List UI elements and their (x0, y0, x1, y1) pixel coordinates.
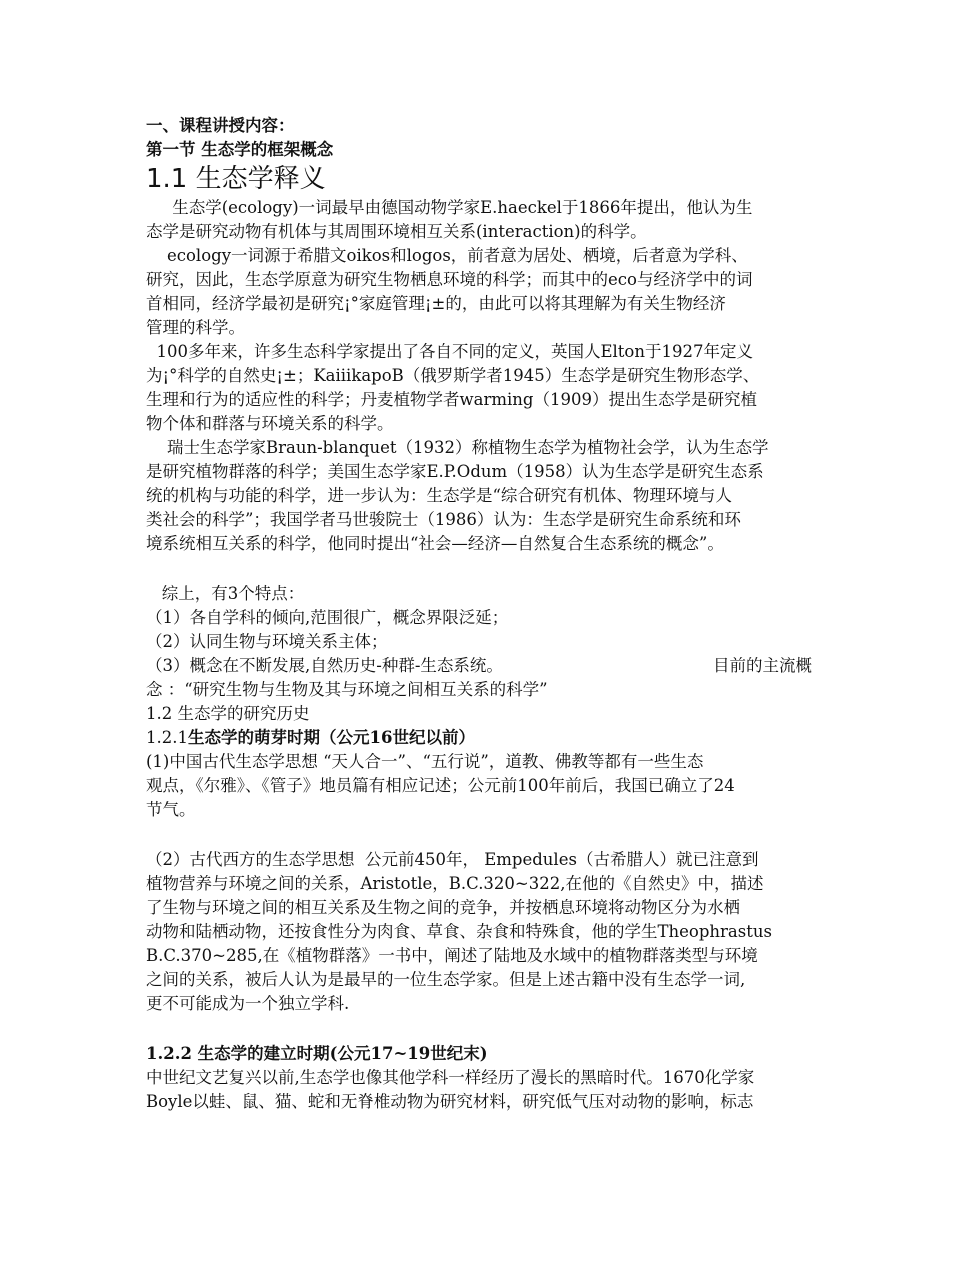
summary-intro: 综上，有3个特点： (146, 584, 305, 603)
paragraph-definitions-history (146, 340, 846, 436)
paragraph-western-ancient (146, 848, 846, 1016)
paragraph-line: 更不可能成为一个独立学科. (146, 994, 350, 1013)
paragraph-line: ecology一词源于希腊文oikos和logos，前者意为居处、栖境，后者意为学科、 (146, 246, 748, 265)
section-title-1-2: 1.2 生态学的研究历史 (146, 704, 310, 723)
spacer (146, 1016, 846, 1042)
paragraph-modern-definitions (146, 436, 846, 556)
mainstream-concept: 念 ：“研究生物与生物及其与环境之间相互关系的科学” (146, 680, 548, 699)
paragraph-line: 首相同，经济学最初是研究¡°家庭管理¡±的，由此可以将其理解为有关生物经济 (146, 294, 726, 313)
paragraph-line: Boyle以蛙、鼠、猫、蛇和无脊椎动物为研究材料，研究低气压对动物的影响，标志 (146, 1092, 754, 1111)
paragraph-line: 节气。 (146, 800, 196, 819)
heading-section-one: 第一节 生态学的框架概念 (146, 140, 334, 159)
summary-point-1: （1）各自学科的倾向,范围很广，概念界限泛延； (146, 608, 509, 627)
paragraph-line: (1)中国古代生态学思想 “天人合一”、“五行说”，道教、佛教等都有一些生态 (146, 752, 704, 771)
spacer (146, 556, 846, 582)
paragraph-etymology (146, 244, 846, 340)
paragraph-line: 是研究植物群落的科学；美国生态学家E.P.Odum（1958）认为生态学是研究生态系 (146, 462, 764, 481)
paragraph-line: （2）古代西方的生态学思想 公元前450年， Empedules（古希腊人）就已注意到 (146, 850, 759, 869)
paragraph-line: 生理和行为的适应性的科学；丹麦植物学者warming（1909）提出生态学是研究植 (146, 390, 757, 409)
subsection-title-text: 生态学的萌芽时期（公元16世纪以前） (187, 728, 475, 747)
paragraph-line: 物个体和群落与环境关系的科学。 (146, 414, 394, 433)
subsection-title-1-2-1 (146, 726, 846, 750)
subsection-title-1-2-2: 1.2.2 生态学的建立时期(公元17~19世纪末) (146, 1044, 488, 1063)
paragraph-line: 植物营养与环境之间的关系，Aristotle，B.C.320~322,在他的《自然史》中，描述 (146, 874, 764, 893)
spacer (146, 822, 846, 848)
paragraph-line: 生态学(ecology)一词最早由德国动物学家E.haeckel于1866年提出，他认为生 (146, 198, 753, 217)
paragraph-line: 态学是研究动物有机体与其周围环境相互关系(interaction)的科学。 (146, 222, 647, 241)
paragraph-line: 中世纪文艺复兴以前,生态学也像其他学科一样经历了漫长的黑暗时代。1670化学家 (146, 1068, 755, 1087)
paragraph-line: 统的机构与功能的科学，进一步认为：生态学是“综合研究有机体、物理环境与人 (146, 486, 732, 505)
paragraph-establishment (146, 1066, 846, 1114)
heading-course-content: 一、课程讲授内容： (146, 116, 295, 135)
paragraph-definition (146, 196, 846, 244)
paragraph-line: 观点，《尔雅》、《管子》地员篇有相应记述；公元前100年前后，我国已确立了24 (146, 776, 735, 795)
subsection-number: 1.2.1 (146, 728, 188, 747)
paragraph-line: 动物和陆栖动物，还按食性分为肉食、草食、杂食和特殊食，他的学生Theophrastus (146, 922, 772, 941)
paragraph-line: 为¡°科学的自然史¡±；KaiiikapoB（俄罗斯学者1945）生态学是研究生物形态学、 (146, 366, 760, 385)
paragraph-line: 之间的关系，被后人认为是最早的一位生态学家。但是上述古籍中没有生态学一词, (146, 970, 746, 989)
paragraph-line: B.C.370~285,在《植物群落》一书中，阐述了陆地及水域中的植物群落类型与环境 (146, 946, 758, 965)
paragraph-line: 类社会的科学”；我国学者马世骏院士（1986）认为：生态学是研究生命系统和环 (146, 510, 741, 529)
paragraph-line: 境系统相互关系的科学，他同时提出“社会—经济—自然复合生态系统的概念”。 (146, 534, 724, 553)
section-title-1-1: 1.1 生态学释义 (146, 164, 326, 194)
paragraph-chinese-ancient (146, 750, 846, 822)
paragraph-line: 研究，因此，生态学原意为研究生物栖息环境的科学；而其中的eco与经济学中的词 (146, 270, 753, 289)
paragraph-line: 管理的科学。 (146, 318, 245, 337)
document-page (146, 114, 846, 1114)
summary-point-3-text: （3）概念在不断发展,自然历史-种群-生态系统。 (146, 656, 503, 675)
summary-point-2: （2）认同生物与环境关系主体； (146, 632, 388, 651)
paragraph-line: 了生物与环境之间的相互关系及生物之间的竞争，并按栖息环境将动物区分为水栖 (146, 898, 740, 917)
summary-point-3 (146, 654, 846, 678)
paragraph-line: 瑞士生态学家Braun-blanquet（1932）称植物生态学为植物社会学，认为生态学 (146, 438, 769, 457)
paragraph-line: 100多年来，许多生态科学家提出了各自不同的定义，英国人Elton于1927年定义 (146, 342, 753, 361)
mainstream-concept-label: 目前的主流概 (713, 656, 812, 675)
